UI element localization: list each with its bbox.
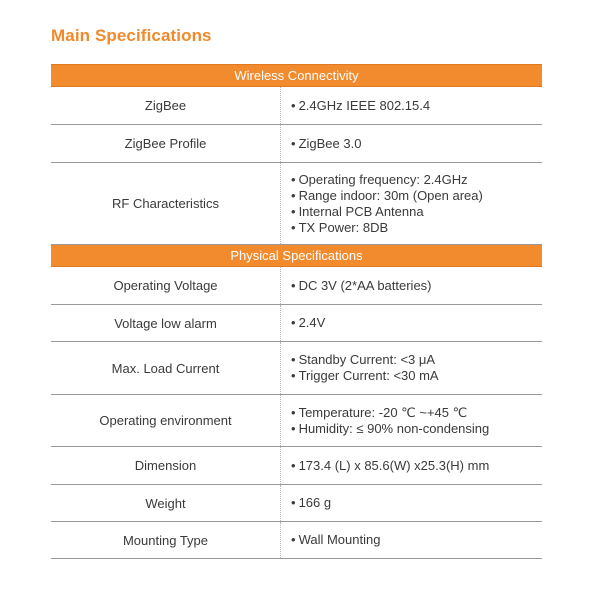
spec-value bbox=[281, 395, 543, 447]
spec-label: Mounting Type bbox=[51, 522, 281, 559]
spec-value-item: • 2.4V bbox=[291, 315, 542, 331]
spec-value-item: • Wall Mounting bbox=[291, 532, 542, 548]
spec-label: ZigBee bbox=[51, 87, 281, 125]
section-header-wireless bbox=[51, 65, 542, 87]
spec-value bbox=[281, 305, 543, 342]
spec-value-item: • Operating frequency: 2.4GHz bbox=[291, 172, 542, 188]
spec-value-item: • ZigBee 3.0 bbox=[291, 136, 542, 152]
spec-row bbox=[51, 447, 542, 485]
spec-label: ZigBee Profile bbox=[51, 125, 281, 163]
spec-row bbox=[51, 267, 542, 305]
spec-value-item: • Temperature: -20 ℃ ~+45 ℃ bbox=[291, 405, 542, 421]
spec-row bbox=[51, 485, 542, 522]
spec-value bbox=[281, 522, 543, 559]
spec-value bbox=[281, 342, 543, 395]
section-header-text: Wireless Connectivity bbox=[51, 65, 542, 87]
spec-value-item: • DC 3V (2*AA batteries) bbox=[291, 278, 542, 294]
spec-label: Weight bbox=[51, 485, 281, 522]
spec-label: Operating Voltage bbox=[51, 267, 281, 305]
page-title: Main Specifications bbox=[51, 26, 212, 45]
spec-row bbox=[51, 395, 542, 447]
spec-label: Dimension bbox=[51, 447, 281, 485]
spec-row bbox=[51, 342, 542, 395]
spec-label: Max. Load Current bbox=[51, 342, 281, 395]
spec-table bbox=[51, 64, 542, 559]
spec-value-item: • Humidity: ≤ 90% non-condensing bbox=[291, 421, 542, 437]
spec-row bbox=[51, 163, 542, 245]
spec-value-item: • 2.4GHz IEEE 802.15.4 bbox=[291, 98, 542, 114]
spec-value bbox=[281, 447, 543, 485]
spec-value-item: • Internal PCB Antenna bbox=[291, 204, 542, 220]
spec-row bbox=[51, 522, 542, 559]
spec-value bbox=[281, 485, 543, 522]
spec-row bbox=[51, 125, 542, 163]
spec-value-item: • 173.4 (L) x 85.6(W) x25.3(H) mm bbox=[291, 458, 542, 474]
section-header-physical bbox=[51, 245, 542, 267]
spec-row bbox=[51, 305, 542, 342]
spec-value-item: • Trigger Current: <30 mA bbox=[291, 368, 542, 384]
spec-value-item: • Range indoor: 30m (Open area) bbox=[291, 188, 542, 204]
spec-value bbox=[281, 163, 543, 245]
spec-value bbox=[281, 87, 543, 125]
spec-label: Voltage low alarm bbox=[51, 305, 281, 342]
spec-row bbox=[51, 87, 542, 125]
spec-value-item: • 166 g bbox=[291, 495, 542, 511]
spec-value-item: • TX Power: 8DB bbox=[291, 220, 542, 236]
spec-label: RF Characteristics bbox=[51, 163, 281, 245]
section-header-text: Physical Specifications bbox=[51, 245, 542, 267]
spec-value-item: • Standby Current: <3 μA bbox=[291, 352, 542, 368]
spec-value bbox=[281, 267, 543, 305]
spec-label: Operating environment bbox=[51, 395, 281, 447]
spec-value bbox=[281, 125, 543, 163]
